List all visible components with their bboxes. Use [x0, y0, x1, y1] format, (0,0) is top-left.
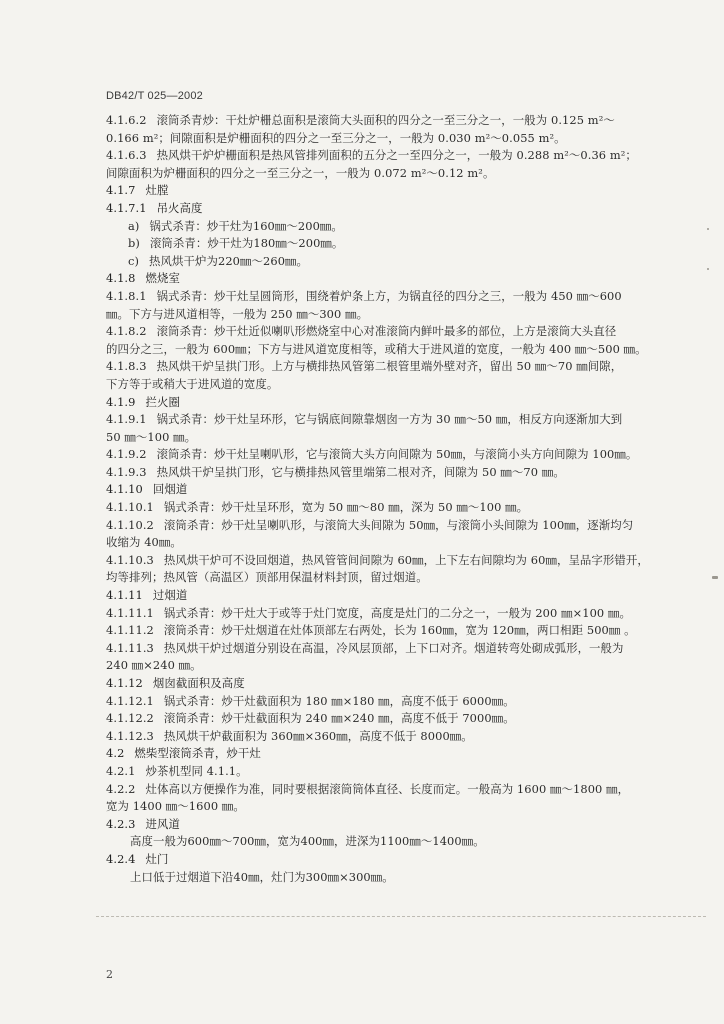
clause-text: 烟囱截面积及高度	[152, 676, 245, 690]
clause-text: 燃烧室	[145, 271, 180, 286]
text-line	[106, 306, 694, 324]
text-line	[106, 429, 694, 447]
clause-text: 滚筒杀青：炒干灶呈喇叭形，与滚筒大头间隙为 50㎜，与滚筒小头间隙为 100㎜，逐渐均匀	[163, 517, 634, 532]
text-line	[106, 147, 694, 165]
document-body	[106, 112, 694, 886]
clause-text: 下方等于或稍大于进风道的宽度。	[106, 376, 279, 391]
clause-text: 宽为 1400 ㎜～1600 ㎜。	[106, 799, 245, 814]
scan-speck	[707, 228, 709, 230]
section-heading	[106, 394, 694, 412]
document-code: DB42/T 025—2002	[106, 90, 203, 102]
clause-text: 燃柴型滚筒杀青，炒干灶	[134, 746, 261, 761]
clause-text: 热风烘干炉呈拱门形，它与横排热风管里端第二根对齐，间隙为 50 ㎜～70 ㎜。	[156, 464, 565, 479]
text-line	[106, 763, 694, 781]
clause-text: 锅式杀青：炒干灶呈环形，它与锅底间隙靠烟囱一方为 30 ㎜～50 ㎜，相反方向逐渐加大到	[156, 412, 623, 427]
clause-text: 过烟道	[152, 588, 188, 603]
text-line	[106, 341, 694, 359]
clause-number: 4.1.9.1	[106, 412, 147, 427]
clause-text: 热风烘干炉可不设回烟道，热风管管间间隙为 60㎜，上下左右间隙均为 60㎜，呈品字形错开，	[163, 552, 649, 567]
clause-text: 吊火高度	[156, 200, 203, 215]
scan-speck	[707, 268, 709, 270]
text-line	[106, 112, 694, 130]
text-line	[106, 569, 694, 587]
clause-text: 收缩为 40㎜。	[106, 535, 182, 550]
clause-text: 热风烘干炉炉栅面积是热风管排列面积的五分之一至四分之一，一般为 0.288 m²～0.36 m²；	[156, 148, 637, 163]
clause-number: 4.2.1	[106, 763, 136, 778]
clause-number: c)	[128, 253, 140, 268]
clause-number: 4.2.4	[106, 851, 136, 866]
clause-text: 灶膛	[145, 183, 169, 198]
text-line	[106, 411, 694, 429]
clause-text: 滚筒杀青：炒干灶烟道在灶体顶部左右两处，长为 160㎜，宽为 120㎜，两口相距 500㎜ 。	[163, 623, 636, 638]
clause-text: 锅式杀青：炒干灶大于或等于灶门宽度，高度是灶门的二分之一，一般为 200 ㎜×100 ㎜。	[163, 605, 631, 620]
text-line	[106, 728, 694, 746]
text-line	[106, 622, 694, 640]
clause-number: 4.1.11	[106, 588, 143, 603]
clause-number: 4.2.2	[106, 781, 136, 796]
section-heading	[106, 816, 694, 834]
scan-speck	[712, 576, 718, 579]
clause-number: 4.1.7	[106, 183, 136, 198]
text-line	[106, 323, 694, 341]
clause-text: 均等排列；热风管（高温区）顶部用保温材料封顶，留过烟道。	[106, 570, 428, 585]
clause-text: 灶体高以方便操作为准，同时要根据滚筒筒体直径、长度而定。一般高为 1600 ㎜～1800 ㎜，	[145, 781, 630, 796]
clause-text: 滚筒杀青：炒干灶呈喇叭形，它与滚筒大头方向间隙为 50㎜，与滚筒小头方向间隙为 100㎜。	[156, 447, 638, 462]
clause-number: 4.1.12	[106, 676, 143, 690]
clause-number: 4.2	[106, 746, 125, 761]
text-line	[106, 781, 694, 799]
clause-text: 240 ㎜×240 ㎜。	[106, 658, 202, 673]
text-line	[106, 798, 694, 816]
clause-number: 4.1.11.3	[106, 640, 154, 655]
clause-text: 间隙面积为炉栅面积的四分之一至三分之一，一般为 0.072 m²～0.12 m²。	[106, 165, 495, 180]
section-heading	[106, 182, 694, 200]
text-line	[106, 464, 694, 482]
clause-text: 滚筒杀青炒：干灶炉栅总面积是滚筒大头面积的四分之一至三分之一，一般为 0.125 m²～	[156, 113, 615, 127]
clause-text: 锅式杀青：炒干灶呈圆筒形，围绕着炉条上方，为锅直径的四分之三，一般为 450 ㎜～600	[156, 288, 622, 303]
clause-number: 4.1.6.2	[106, 113, 147, 127]
text-line	[106, 657, 694, 675]
text-line	[106, 869, 694, 887]
clause-text: 0.166 m²；间隙面积是炉栅面积的四分之一至三分之一，一般为 0.030 m²～0.055 m²。	[106, 130, 566, 145]
text-line	[106, 693, 694, 711]
section-heading	[106, 200, 694, 218]
text-line	[106, 605, 694, 623]
clause-number: 4.1.6.3	[106, 148, 147, 163]
clause-text: 锅式杀青：炒干灶截面积为 180 ㎜×180 ㎜，高度不低于 6000㎜。	[163, 693, 515, 708]
clause-text: 热风烘干炉呈拱门形。上方与横排热风管第二根管里端外壁对齐，留出 50 ㎜～70 ㎜间隙，	[156, 359, 623, 374]
clause-text: 热风烘干炉过烟道分别设在高温，冷风层顶部，上下口对齐。烟道转弯处砌成弧形，一般为	[163, 640, 624, 655]
clause-text: 50 ㎜～100 ㎜。	[106, 429, 197, 444]
clause-number: 4.1.12.1	[106, 693, 154, 708]
clause-text: 进风道	[145, 816, 180, 831]
dashed-rule	[96, 916, 706, 917]
section-heading	[106, 587, 694, 605]
clause-text: 灶门	[145, 851, 169, 866]
clause-text: 拦火圈	[145, 394, 180, 409]
text-line	[106, 130, 694, 148]
text-line	[106, 534, 694, 552]
text-line	[106, 165, 694, 183]
clause-number: 4.1.8.2	[106, 324, 147, 339]
section-heading	[106, 481, 694, 499]
clause-text: 锅式杀青：炒干灶呈环形，宽为 50 ㎜～80 ㎜，深为 50 ㎜～100 ㎜。	[163, 500, 529, 515]
clause-text: 回烟道	[152, 482, 188, 497]
clause-number: 4.1.12.2	[106, 711, 154, 726]
clause-number: 4.1.9.2	[106, 447, 147, 462]
text-line	[106, 235, 694, 253]
section-heading	[106, 270, 694, 288]
clause-number: 4.1.7.1	[106, 200, 147, 215]
clause-number: 4.1.10.1	[106, 500, 154, 515]
text-line	[106, 517, 694, 535]
clause-number: 4.1.8.3	[106, 359, 147, 374]
clause-number: 4.1.8.1	[106, 288, 147, 303]
text-line	[106, 288, 694, 306]
clause-number: 4.1.10.3	[106, 552, 154, 567]
clause-text: 热风烘干炉为220㎜～260㎜。	[149, 253, 309, 268]
clause-text: 炒茶机型同 4.1.1。	[145, 763, 248, 778]
clause-text: 滚筒杀青：炒干灶截面积为 240 ㎜×240 ㎜，高度不低于 7000㎜。	[163, 711, 515, 726]
page-number: 2	[106, 968, 113, 981]
clause-number: 4.1.8	[106, 271, 136, 286]
clause-text: 锅式杀青：炒干灶为160㎜～200㎜。	[149, 218, 343, 233]
text-line	[106, 499, 694, 517]
clause-text: 高度一般为600㎜～700㎜，宽为400㎜，进深为1100㎜～1400㎜。	[130, 834, 485, 849]
clause-number: 4.1.9	[106, 394, 136, 409]
text-line	[106, 376, 694, 394]
clause-number: 4.1.12.3	[106, 728, 154, 743]
section-heading	[106, 745, 694, 763]
clause-number: 4.1.11.1	[106, 605, 154, 620]
clause-text: 的四分之三，一般为 600㎜；下方与进风道宽度相等，或稍大于进风道的宽度，一般为 400 ㎜～500 ㎜。	[106, 341, 647, 356]
clause-number: 4.1.10.2	[106, 517, 154, 532]
text-line	[106, 552, 694, 570]
clause-number: 4.1.10	[106, 482, 143, 497]
clause-text: 滚筒杀青：炒干灶为180㎜～200㎜。	[149, 236, 344, 251]
text-line	[106, 446, 694, 464]
clause-number: b)	[128, 236, 140, 251]
clause-number: 4.1.9.3	[106, 464, 147, 479]
clause-text: 热风烘干炉截面积为 360㎜×360㎜，高度不低于 8000㎜。	[163, 728, 473, 743]
clause-number: a)	[128, 218, 140, 233]
clause-number: 4.2.3	[106, 816, 136, 831]
clause-text: 滚筒杀青：炒干灶近似喇叭形燃烧室中心对准滚筒内鲜叶最多的部位，上方是滚筒大头直径	[156, 324, 617, 339]
text-line	[106, 640, 694, 658]
text-line	[106, 710, 694, 728]
clause-number: 4.1.11.2	[106, 623, 154, 638]
clause-text: 上口低于过烟道下沿40㎜，灶门为300㎜×300㎜。	[130, 869, 394, 884]
text-line	[106, 218, 694, 236]
section-heading	[106, 851, 694, 869]
text-line	[106, 253, 694, 271]
text-line	[106, 358, 694, 376]
text-line	[106, 833, 694, 851]
clause-text: ㎜。下方与进风道相等，一般为 250 ㎜～300 ㎜。	[106, 306, 369, 321]
section-heading	[106, 675, 694, 693]
